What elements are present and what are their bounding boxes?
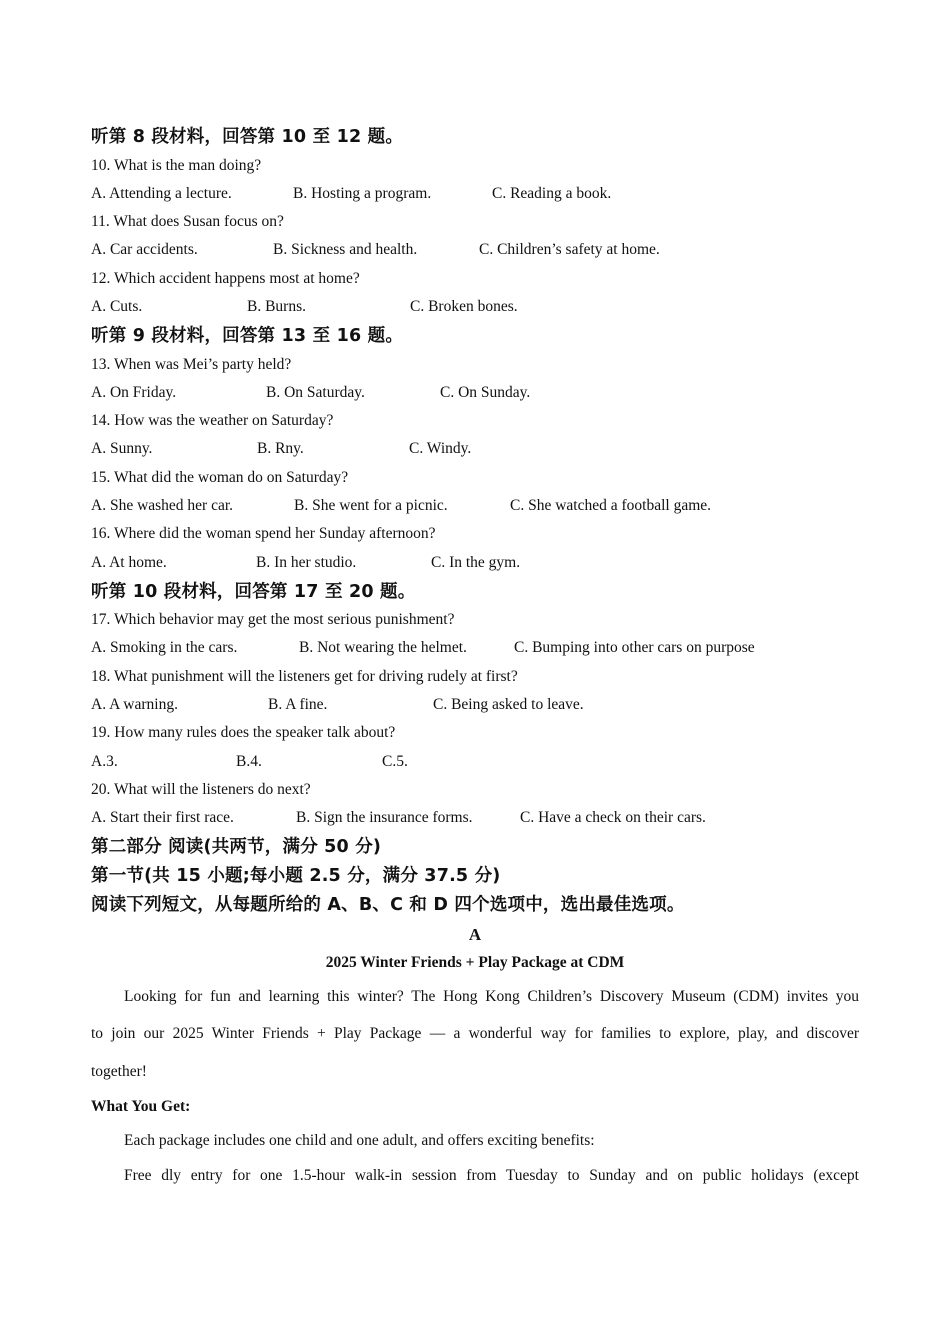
option-a: A. She washed her car. [91, 497, 234, 514]
option-b: B. Sign the insurance forms. [296, 809, 473, 826]
option-c: C.5. [382, 753, 408, 770]
intro-line-2: to join our 2025 Winter Friends + Play Package — a wonderful way for families to explore, play, and discover [91, 1025, 859, 1042]
benefits-intro: Each package includes one child and one adult, and offers exciting benefits: [124, 1132, 595, 1149]
option-b: B. Rny. [257, 440, 304, 457]
question-10: 10. What is the man doing? [91, 157, 262, 174]
question-11: 11. What does Susan focus on? [91, 213, 284, 230]
question-19: 19. How many rules does the speaker talk about? [91, 724, 396, 741]
option-c: C. In the gym. [431, 554, 521, 571]
option-a: A. Cuts. [91, 298, 143, 315]
option-a: A. Start their first race. [91, 809, 234, 826]
option-c: C. Broken bones. [410, 298, 518, 315]
option-a: A. A warning. [91, 696, 178, 713]
option-c: C. Being asked to leave. [433, 696, 584, 713]
intro-line-1-text: Looking for fun and learning this winter? The Hong Kong Children’s Discovery Museum (CDM) invites you [124, 988, 859, 1005]
intro-line-3: together! [91, 1063, 147, 1080]
option-c: C. Bumping into other cars on purpose [514, 639, 755, 656]
option-b: B. Hosting a program. [293, 185, 432, 202]
intro-line-1 [91, 987, 859, 1007]
option-b: B. She went for a picnic. [294, 497, 448, 514]
free-entry-line [91, 1166, 859, 1186]
option-b: B. Burns. [247, 298, 306, 315]
part2-title: 第二部分 阅读(共两节，满分 50 分) [91, 837, 382, 857]
passage-letter: A [468, 925, 482, 944]
question-18: 18. What punishment will the listeners get for driving rudely at first? [91, 668, 518, 685]
option-a: A. At home. [91, 554, 167, 571]
question-17: 17. Which behavior may get the most serious punishment? [91, 611, 455, 628]
question-13: 13. When was Mei’s party held? [91, 356, 292, 373]
option-a: A. Attending a lecture. [91, 185, 232, 202]
option-b: B. Not wearing the helmet. [299, 639, 467, 656]
option-a: A. On Friday. [91, 384, 177, 401]
section-heading: 听第 8 段材料，回答第 10 至 12 题。 [91, 127, 404, 147]
option-a: A. Car accidents. [91, 241, 198, 258]
passage-title: 2025 Winter Friends + Play Package at CDM [325, 954, 625, 971]
option-a: A.3. [91, 753, 118, 770]
question-16: 16. Where did the woman spend her Sunday afternoon? [91, 525, 436, 542]
question-14: 14. How was the weather on Saturday? [91, 412, 334, 429]
question-15: 15. What did the woman do on Saturday? [91, 469, 349, 486]
what-you-get-heading: What You Get: [91, 1098, 191, 1115]
option-c: C. Reading a book. [492, 185, 612, 202]
section-heading: 听第 9 段材料，回答第 13 至 16 题。 [91, 326, 404, 346]
option-b: B.4. [236, 753, 262, 770]
free-entry-text: Free dly entry for one 1.5-hour walk-in session from Tuesday to Sunday and on public holidays (except [124, 1167, 859, 1184]
option-c: C. Windy. [409, 440, 472, 457]
option-b: B. In her studio. [256, 554, 357, 571]
option-a: A. Smoking in the cars. [91, 639, 238, 656]
reading-instruction: 阅读下列短文，从每题所给的 A、B、C 和 D 四个选项中，选出最佳选项。 [91, 895, 685, 915]
option-c: C. She watched a football game. [510, 497, 712, 514]
section-heading: 听第 10 段材料，回答第 17 至 20 题。 [91, 582, 416, 602]
option-b: B. Sickness and health. [273, 241, 418, 258]
option-a: A. Sunny. [91, 440, 153, 457]
question-12: 12. Which accident happens most at home? [91, 270, 360, 287]
question-20: 20. What will the listeners do next? [91, 781, 311, 798]
option-b: B. On Saturday. [266, 384, 365, 401]
section1-title: 第一节(共 15 小题;每小题 2.5 分，满分 37.5 分) [91, 866, 501, 886]
option-c: C. On Sunday. [440, 384, 531, 401]
option-c: C. Children’s safety at home. [479, 241, 660, 258]
option-c: C. Have a check on their cars. [520, 809, 706, 826]
option-b: B. A fine. [268, 696, 328, 713]
